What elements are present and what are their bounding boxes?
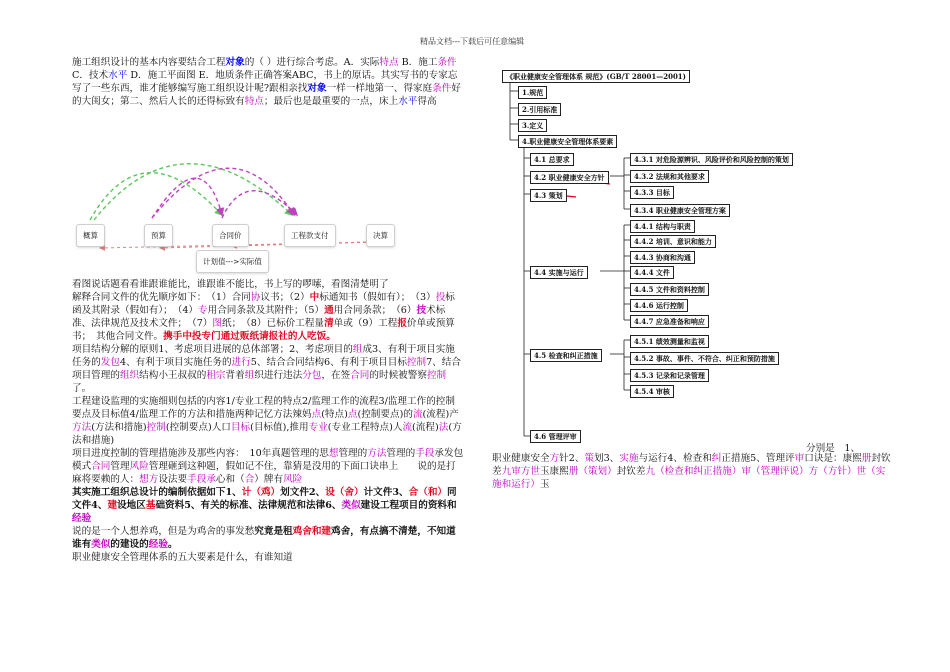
- tree-4-4-6: 4.4.6 运行控制: [630, 299, 688, 312]
- tree-4-3-3: 4.3.3 目标: [630, 186, 674, 199]
- tree-4-4-5: 4.4.5 文件和资料控制: [630, 283, 709, 296]
- node-budget: 预算: [144, 224, 173, 247]
- left-column: [72, 56, 464, 564]
- tree-4-4-1: 4.4.1 结构与职责: [630, 220, 695, 233]
- tree-l1-1: 1.规范: [518, 86, 547, 99]
- tree-4-2: 4.2 职业健康安全方针: [530, 171, 609, 184]
- node-plan-vs-actual: 计划值--->实际值: [196, 250, 269, 273]
- tree-4-3-2: 4.3.2 法规和其他要求: [630, 170, 709, 183]
- tree-4-4-2: 4.4.2 培训、意识和能力: [630, 235, 716, 248]
- tree-4-5-3: 4.5.3 记录和记录管理: [630, 369, 709, 382]
- diagram-arrows: [72, 110, 464, 252]
- node-payment: 工程款支付: [284, 224, 336, 247]
- tree-4-5-2: 4.5.2 事故、事件、不符合、纠正和预防措施: [630, 352, 779, 365]
- tree-4-5-4: 4.5.4 审核: [630, 385, 674, 398]
- cost-flow-diagram: [72, 110, 464, 252]
- schedule-paragraph: 项目进度控制的管理措施涉及那些内容： 10年真题管理的思想管理的方法管理的手段承发包模式合同管理风险管理砸到这种题，假如记不住，靠猜是没用的下面口诀串上 说的是打麻将要赖的人：想方设法要手段承心和（合）牌有风险: [72, 448, 464, 485]
- tree-4-1: 4.1 总要求: [530, 153, 574, 166]
- answer-label: 分别是 1、: [806, 443, 861, 454]
- tree-4-3: 4.3 策划: [530, 189, 567, 202]
- tree-4-4-3: 4.4.3 协商和沟通: [630, 251, 695, 264]
- design-basis-paragraph: 其实施工组织总设计的编制依据如下1、计（鸡）划文件2、设（舍）计文件3、合（和）同文件4、建设地区基础资料5、有关的标准、法律规范和法律6、类似建设工程项目的资料和经验: [72, 487, 457, 524]
- tree-4-4-4: 4.4.4 文件: [630, 266, 674, 279]
- tree-l1-2: 2.引用标准: [518, 103, 561, 116]
- tree-4-4-7: 4.4.7 应急准备和响应: [630, 315, 709, 328]
- answer-paragraph: 职业健康安全方针2、策划3、实施与运行4、检查和纠正措施5、管理评审口诀是：康熙册封钦差九审方世玉康熙册（策划）封钦差九（检查和纠正措施）审（管理评说）方（方针）世（实施和运行）玉: [492, 453, 891, 490]
- tree-title: 《职业健康安全管理体系 规范》(GB/T 28001—2001): [502, 70, 690, 83]
- ohs-structure-tree: [500, 64, 850, 442]
- supervision-paragraph: 工程建设监理的实施细则包括的内容1/专业工程的特点2/监理工作的流程3/监理工作的控制要点及目标值4/监理工作的方法和措施两种记忆方法辣妈点(特点)点(控制要点)的流(流程)产方法(方法和措施)控制(控制要点)人口目标(目标值),推用专业(专业工程特点)人流(流程)法(方法和措施): [72, 396, 462, 446]
- node-estimate: 概算: [76, 224, 105, 247]
- node-contract-price: 合同价: [212, 224, 249, 247]
- tree-4-3-4: 4.3.4 职业健康安全管理方案: [630, 204, 730, 217]
- tree-l1-4: 4.职业健康安全管理体系要素: [518, 135, 617, 148]
- tree-4-6: 4.6 管理评审: [530, 430, 581, 443]
- intro-paragraph: 施工组织设计的基本内容要结合工程对象的（ ）进行综合考虑。A．实际特点 B．施工条件 C．技术水平 D．施工平面图 E．地质条件正确答案ABC，书上的原话。其实写书的专家忘写了一些东西，谁才能够编写施工组织设计呢?跟相亲找对象一样一样地第一、得家庭条件好的大闺女；第二、然后人长的还得标致有特点；最后也是最重要的一点，床上水平得高: [72, 57, 461, 107]
- chart-note: 看图说话题看看谁跟谁能比，谁跟谁不能比，书上写的啰嗦，看图清楚明了: [72, 279, 389, 290]
- chicken-coop-paragraph: 说的是一个人想养鸡，但是为鸡舍的事发愁究竟是租鸡舍和建鸡舍，有点搞不清楚，不知道谁有类似的建设的经验。: [72, 526, 456, 550]
- contract-priority-paragraph: 解释合同文件的优先顺序如下： （1）合同协议书；（2）中标通知书（假如有）； （3）投标函及其附录（假如有）； （4）专用合同条款及其附件；（5）通用合同条款； （6）技术标准、法律规范及技术文件； （7）图纸； （8）已标价工程量清单或（9）工程报价单或预算书； 其他合同文件。携手中投专门通过贩纸请报社的人吃饭。: [72, 292, 455, 342]
- tree-4-5: 4.5 检查和纠正措施: [530, 349, 602, 362]
- tree-4-4: 4.4 实施与运行: [530, 266, 588, 279]
- wbs-paragraph: 项目结构分解的原则1、考虑项目进展的总体部署；2、考虑项目的组成3、有利于项目实施任务的发包4、有利于项目实施任务的进行5、结合合同结构6、有利于项目目标控制7、结合项目管理的组织结构小王叔叔的租宗背着组织进行违法分包，在签合同的时候被警察控制了。: [72, 344, 461, 394]
- tree-4-5-1: 4.5.1 绩效测量和监视: [630, 335, 709, 348]
- page-header: 精品文档---下载后可任意编辑: [420, 37, 525, 46]
- tree-4-3-1: 4.3.1 对危险源辨识、风险评价和风险控制的策划: [630, 153, 793, 166]
- tree-l1-3: 3.定义: [518, 119, 547, 132]
- node-final-accounts: 决算: [366, 224, 395, 247]
- ohs-question: 职业健康安全管理体系的五大要素是什么，有谁知道: [72, 552, 293, 563]
